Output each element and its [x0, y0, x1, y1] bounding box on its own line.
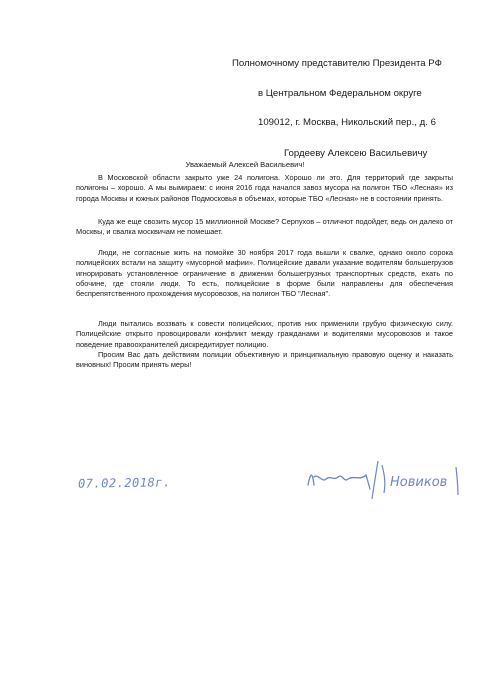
- handwritten-signature: [300, 455, 480, 503]
- paragraph-5: [76, 350, 453, 371]
- paragraph-2-text: Куда же еще свозить мусор 15 миллионной Москве? Серпухов – отличнот подойдет, ведь он далеко от Москвы, и свалка москвичам не помешает.: [76, 217, 453, 237]
- paragraph-3: [76, 248, 453, 299]
- paragraph-1: [76, 173, 453, 204]
- handwritten-date: 07.02.2018г.: [77, 475, 171, 491]
- paragraph-1-text: В Московской области закрыто уже 24 полигона. Хорошо ли это. Для территорий где закрыты полигоны – хорошо. А мы вымираем: с июня 2016 года начался завоз мусора на полигон ТБО «Лесная» из города Москвы и южных районов Подмосковья в объемах, которые ТБО «Лесная» не в состоянии принять.: [76, 173, 453, 203]
- paragraph-3-text: Люди, не согласные жить на помойке 30 ноября 2017 года вышли к свалке, однако около сорока полицейских встали на защиту «мусорной мафии». Полицейские давали указание водителям большегрузов игнорировать установленное ограничение в движении большегрузных транспортных средств, ехать по обочине, где стояли люди. То есть, полицейские в форме были направлены для обеспечения беспрепятственного прохождения мусоровозов, на полигон ТБО "Лесная".: [76, 248, 453, 299]
- paragraph-2: [76, 217, 453, 238]
- recipient-address: 109012, г. Москва, Никольский пер., д. 6: [258, 117, 436, 128]
- paragraph-4: [76, 319, 453, 350]
- paragraph-4-text: Люди пытались воззвать к совести полицейских, против них применили грубую физическую силу. Полицейские открыто провоцировали конфликт между гражданами и водителями мусоровозов и такое поведение правоохранителей дискредитирует полицию.: [76, 319, 453, 349]
- salutation: Уважаемый Алексей Васильевич!: [185, 160, 305, 169]
- recipient-district: в Центральном Федеральном округе: [258, 88, 422, 99]
- paragraph-5-text: Просим Вас дать действиям полиции объективную и принципиальную правовую оценку и наказать виновных! Просим принять меры!: [76, 350, 453, 370]
- recipient-title: Полномочному представителю Президента РФ: [232, 58, 442, 69]
- signature-name: Новиков: [390, 475, 448, 490]
- recipient-name: Гордееву Алексею Васильевичу: [284, 148, 428, 159]
